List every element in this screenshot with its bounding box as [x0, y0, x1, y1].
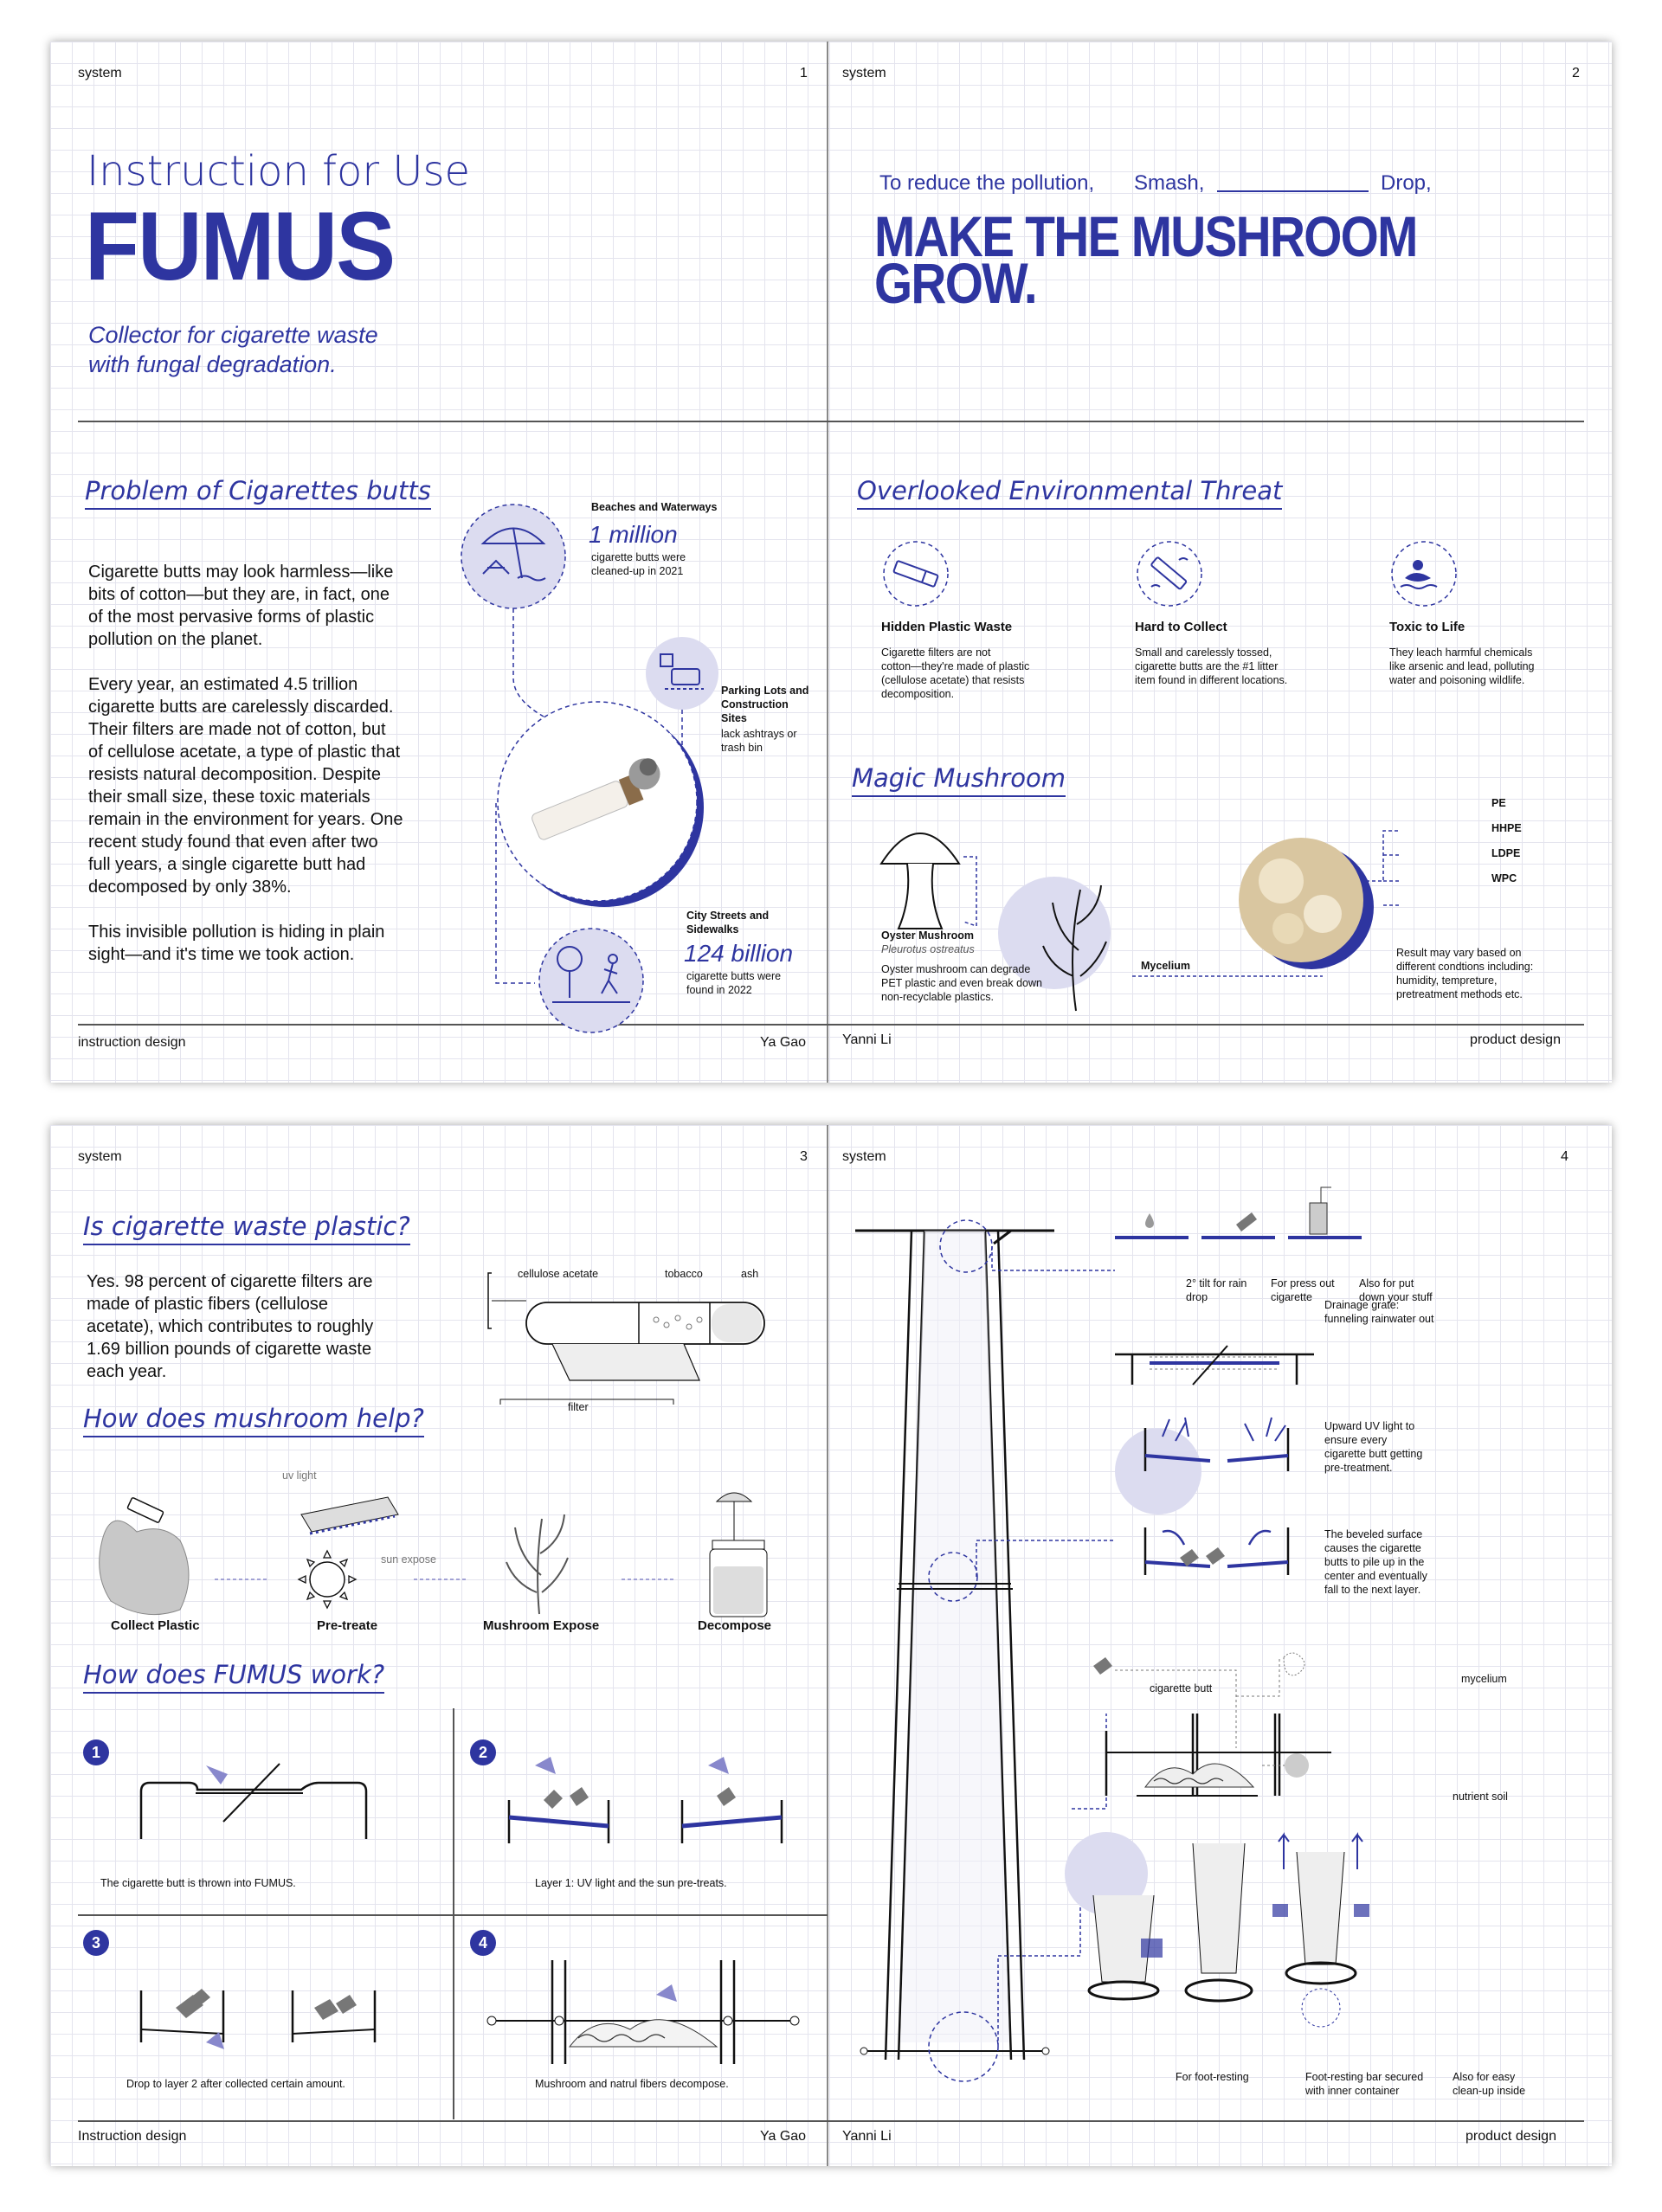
q-mushroom: How does mushroom help?: [83, 1404, 424, 1437]
para-2: [88, 673, 435, 898]
bevel-layer-detail: [1145, 1527, 1288, 1575]
label-tobacco: tobacco: [665, 1268, 703, 1280]
parking-desc: [721, 727, 797, 755]
tagline-drop: Drop,: [1381, 171, 1432, 195]
spread-1: [50, 42, 1612, 1083]
threat-desc: [1389, 646, 1534, 687]
process-diagram: [85, 1471, 812, 1627]
header-system-4: system: [842, 1149, 886, 1164]
scattered-butt-icon: [1137, 542, 1201, 606]
text-line: Oyster mushroom can degrade: [881, 963, 1031, 975]
text-line: recent study found that even after two: [88, 833, 378, 852]
text-line: Cigarette butts may look harmless—like: [88, 563, 394, 582]
page-number-3: 3: [800, 1149, 808, 1164]
center-fold: [827, 42, 828, 1083]
uv-layer-detail: [1115, 1418, 1288, 1514]
problem-body: [88, 561, 435, 966]
threat-desc-line: cigarette butts are the #1 litter: [1135, 660, 1279, 672]
text-line: of the most pervasive forms of plastic: [88, 608, 375, 627]
text-line: This invisible pollution is hiding in plain: [88, 923, 385, 942]
process-step-label: Decompose: [698, 1618, 772, 1633]
subtitle: [88, 320, 378, 379]
threat-desc-line: They leach harmful chemicals: [1389, 646, 1533, 659]
cig-butt-label: cigarette butt: [1150, 1682, 1213, 1694]
tagline-blank: [1217, 190, 1369, 192]
q-plastic: Is cigarette waste plastic?: [83, 1212, 410, 1245]
text-line: made of plastic fibers (cellulose: [87, 1295, 329, 1314]
footer-right-4: product design: [1466, 2129, 1556, 2144]
sun-label: sun expose: [381, 1553, 436, 1566]
text-line: Drainage grate:: [1324, 1299, 1400, 1311]
foot-rest-details: [1065, 1832, 1369, 2027]
feature-line: 2° tilt for rain: [1186, 1277, 1247, 1289]
threat-icons: [881, 539, 1504, 608]
header-system: system: [78, 66, 122, 80]
plastic-type: HHPE: [1491, 822, 1522, 834]
threat-desc-line: Cigarette filters are not: [881, 646, 991, 659]
threat-desc-line: decomposition.: [881, 688, 955, 700]
text-line: full years, a single cigarette butt had: [88, 855, 366, 874]
nutrient-soil-label: nutrient soil: [1453, 1791, 1508, 1803]
cigarette-butt-image: [498, 702, 704, 907]
footer-divider-2: [78, 2120, 1584, 2122]
beach-icon: [461, 505, 565, 608]
text-line: found in 2022: [686, 984, 752, 996]
work-3-illustration: [102, 1956, 431, 2068]
grid-hline: [78, 1914, 828, 1916]
uv-light-icon: [301, 1497, 398, 1534]
text-line: non-recyclable plastics.: [881, 991, 994, 1003]
text-line: lack ashtrays or: [721, 728, 797, 740]
feature-line: cigarette: [1271, 1291, 1312, 1303]
uv-note: [1324, 1419, 1422, 1475]
text-line: pre-treatment.: [1324, 1462, 1393, 1474]
text-line: causes the cigarette: [1324, 1542, 1421, 1554]
drainage-grate: [1115, 1346, 1314, 1385]
threat-desc-line: cotton—they're made of plastic: [881, 660, 1030, 672]
spread-2: [50, 1125, 1612, 2166]
mycelium-culture-photo: [1239, 838, 1374, 969]
footer-left: instruction design: [78, 1035, 186, 1050]
page-number-4: 4: [1561, 1149, 1569, 1164]
text-line: center and eventually: [1324, 1570, 1427, 1582]
q-fumus: How does FUMUS work?: [83, 1660, 384, 1694]
top-feature-note: [1359, 1276, 1433, 1304]
text-line: humidity, tempreture,: [1396, 974, 1498, 987]
text-line: cigarette butts were: [686, 970, 782, 982]
tagline-smash: Smash,: [1134, 171, 1205, 195]
oyster-desc: [881, 962, 1042, 1004]
oyster-title: Oyster Mushroom: [881, 929, 974, 942]
bottom-feature-note: [1176, 2070, 1249, 2084]
stat-1-desc: [591, 550, 686, 578]
mushroom-icon: [881, 833, 959, 929]
section-magic-mushroom: Magic Mushroom: [852, 763, 1066, 797]
top-feature-note: [1271, 1276, 1335, 1304]
feature-line: Foot-resting bar secured: [1305, 2071, 1424, 2083]
plastic-bag-icon: [100, 1497, 189, 1614]
text-line: cigarette butts were: [591, 551, 686, 563]
threat-desc-line: water and poisoning wildlife.: [1389, 674, 1525, 686]
text-line: Sidewalks: [686, 923, 739, 936]
text-line: Construction: [721, 698, 789, 711]
work-4-illustration: [483, 1943, 812, 2081]
text-line: Parking Lots and: [721, 685, 809, 697]
top-feature-icons: [1115, 1187, 1362, 1238]
beaches-label: Beaches and Waterways: [591, 501, 718, 513]
subtitle-line-2: with fungal degradation.: [88, 351, 337, 377]
bottom-feature-note: [1305, 2070, 1423, 2098]
text-line: cigarette butts are carelessly discarded.: [88, 698, 394, 717]
step-number-badge: 2: [470, 1739, 496, 1765]
mycelium-label: Mycelium: [1141, 960, 1190, 972]
label-cellulose: cellulose acetate: [518, 1268, 599, 1280]
text-line: their small size, these toxic materials: [88, 788, 370, 807]
title-big: FUMUS: [85, 192, 395, 300]
footer-right-2: product design: [1470, 1032, 1561, 1047]
text-line: remain in the environment for years. One: [88, 810, 403, 829]
process-step-label: Collect Plastic: [111, 1618, 200, 1633]
fumus-column: [855, 1231, 1054, 2060]
text-line: cleaned-up in 2021: [591, 565, 684, 577]
text-line: pretreatment methods etc.: [1396, 988, 1523, 1000]
step-caption: Drop to layer 2 after collected certain amount.: [126, 2078, 345, 2090]
work-1-illustration: [102, 1757, 431, 1869]
feature-line: For press out: [1271, 1277, 1335, 1289]
sun-icon: [299, 1551, 356, 1608]
step-caption: Mushroom and natrul fibers decompose.: [535, 2078, 729, 2090]
text-line: acetate), which contributes to roughly: [87, 1317, 374, 1336]
text-line: PET plastic and even break down: [881, 977, 1042, 989]
footer-left-4: Yanni Li: [842, 2129, 892, 2144]
text-line: decomposed by only 38%.: [88, 878, 292, 897]
duck-icon: [1392, 542, 1456, 606]
page-number-2: 2: [1572, 66, 1580, 80]
feature-line: with inner container: [1305, 2085, 1400, 2097]
plastic-type: PE: [1491, 797, 1506, 809]
mycelium-expose-icon: [506, 1514, 568, 1614]
text-line: funneling rainwater out: [1324, 1313, 1434, 1325]
process-step-label: Pre-treate: [317, 1618, 378, 1633]
text-line: 1.69 billion pounds of cigarette waste: [87, 1340, 372, 1359]
step-caption: The cigarette butt is thrown into FUMUS.: [100, 1877, 296, 1889]
oyster-latin: Pleurotus ostreatus: [881, 943, 975, 955]
para-3: [88, 921, 435, 966]
cigarette-icon: [884, 542, 948, 606]
feature-line: clean-up inside: [1453, 2085, 1526, 2097]
headline-line-2: GROW.: [874, 251, 1036, 315]
text-line: sight—and it's time we took action.: [88, 945, 355, 964]
footer-left-2: Yanni Li: [842, 1032, 892, 1047]
uv-label: uv light: [282, 1469, 317, 1482]
section-threat: Overlooked Environmental Threat: [857, 476, 1282, 510]
section-problem: Problem of Cigarettes butts: [85, 476, 431, 510]
mycelium-label-4: mycelium: [1461, 1673, 1507, 1685]
para-1: [88, 561, 435, 651]
threat-desc-line: Small and carelessly tossed,: [1135, 646, 1272, 659]
text-line: The beveled surface: [1324, 1528, 1423, 1540]
text-line: bits of cotton—but they are, in fact, one: [88, 585, 390, 604]
text-line: Sites: [721, 712, 747, 724]
feature-line: Also for put: [1359, 1277, 1414, 1289]
text-line: resists natural decomposition. Despite: [88, 765, 381, 784]
step-number-badge: 1: [83, 1739, 109, 1765]
feature-line: Also for easy: [1453, 2071, 1516, 2083]
bottom-feature-note: [1453, 2070, 1525, 2098]
text-line: of cellulose acetate, a type of plastic that: [88, 743, 401, 762]
subtitle-line-1: Collector for cigarette waste: [88, 322, 378, 348]
text-line: Every year, an estimated 4.5 trillion: [88, 675, 358, 694]
threat-title: Toxic to Life: [1389, 620, 1466, 634]
threat-desc: [881, 646, 1029, 701]
q-plastic-body: [87, 1270, 398, 1383]
step-number-badge: 4: [470, 1930, 496, 1956]
headline-line-1: MAKE THE MUSHROOM: [874, 204, 1417, 268]
tagline: To reduce the pollution,: [879, 171, 1095, 195]
process-step-label: Mushroom Expose: [483, 1618, 600, 1633]
city-street-icon: [539, 929, 643, 1032]
fumus-product-drawing: [847, 1177, 1591, 2112]
label-filter: filter: [568, 1401, 589, 1413]
plastic-type: LDPE: [1491, 847, 1521, 859]
streets-label: [686, 909, 769, 936]
header-system-3: system: [78, 1149, 122, 1164]
text-line: each year.: [87, 1362, 167, 1381]
feature-line: drop: [1186, 1291, 1208, 1303]
header-system-2: system: [842, 66, 886, 80]
feature-line: down your stuff: [1359, 1291, 1433, 1303]
work-2-illustration: [483, 1731, 812, 1869]
label-ash: ash: [741, 1268, 759, 1280]
threat-desc-line: item found in different locations.: [1135, 674, 1288, 686]
bevel-note: [1324, 1527, 1427, 1597]
threat-desc-line: (cellulose acetate) that resists: [881, 674, 1025, 686]
text-line: Yes. 98 percent of cigarette filters are: [87, 1272, 373, 1291]
footer-left-3: Instruction design: [78, 2129, 187, 2144]
text-line: Their filters are made not of cotton, but: [88, 720, 386, 739]
text-line: trash bin: [721, 742, 763, 754]
page-divider: [78, 421, 1584, 422]
step-number-badge: 3: [83, 1930, 109, 1956]
stat-1-million: 1 million: [589, 521, 678, 548]
threat-desc: [1135, 646, 1287, 687]
top-feature-note: [1186, 1276, 1246, 1304]
text-line: ensure every: [1324, 1434, 1388, 1446]
stat-2-desc: [686, 969, 781, 997]
text-line: City Streets and: [686, 910, 770, 922]
soil-layer-detail: [1093, 1653, 1331, 1796]
footer-right-3: Ya Gao: [760, 2129, 807, 2144]
headline: [874, 204, 1417, 315]
text-line: different condtions including:: [1396, 961, 1534, 973]
title-small: Instruction for Use: [87, 147, 471, 196]
result-note: [1396, 946, 1533, 1001]
threat-title: Hard to Collect: [1135, 620, 1227, 634]
threat-title: Hidden Plastic Waste: [881, 620, 1013, 634]
page-number: 1: [800, 66, 808, 80]
step-caption: Layer 1: UV light and the sun pre-treats.: [535, 1877, 727, 1889]
text-line: Result may vary based on: [1396, 947, 1522, 959]
threat-desc-line: like arsenic and lead, polluting: [1389, 660, 1535, 672]
text-line: fall to the next layer.: [1324, 1584, 1421, 1596]
parking-label: [721, 684, 808, 725]
text-line: pollution on the planet.: [88, 630, 263, 649]
plastic-types: [1491, 791, 1522, 891]
jar-icon: [710, 1493, 767, 1617]
parking-icon: [646, 637, 718, 710]
stat-124-billion: 124 billion: [684, 940, 794, 967]
footer-right: Ya Gao: [760, 1035, 807, 1050]
text-line: cigarette butt getting: [1324, 1448, 1423, 1460]
text-line: Upward UV light to: [1324, 1420, 1415, 1432]
plastic-type: WPC: [1491, 872, 1517, 884]
text-line: butts to pile up in the: [1324, 1556, 1425, 1568]
cigarette-cross-section: [483, 1268, 829, 1406]
feature-line: For foot-resting: [1176, 2071, 1249, 2083]
